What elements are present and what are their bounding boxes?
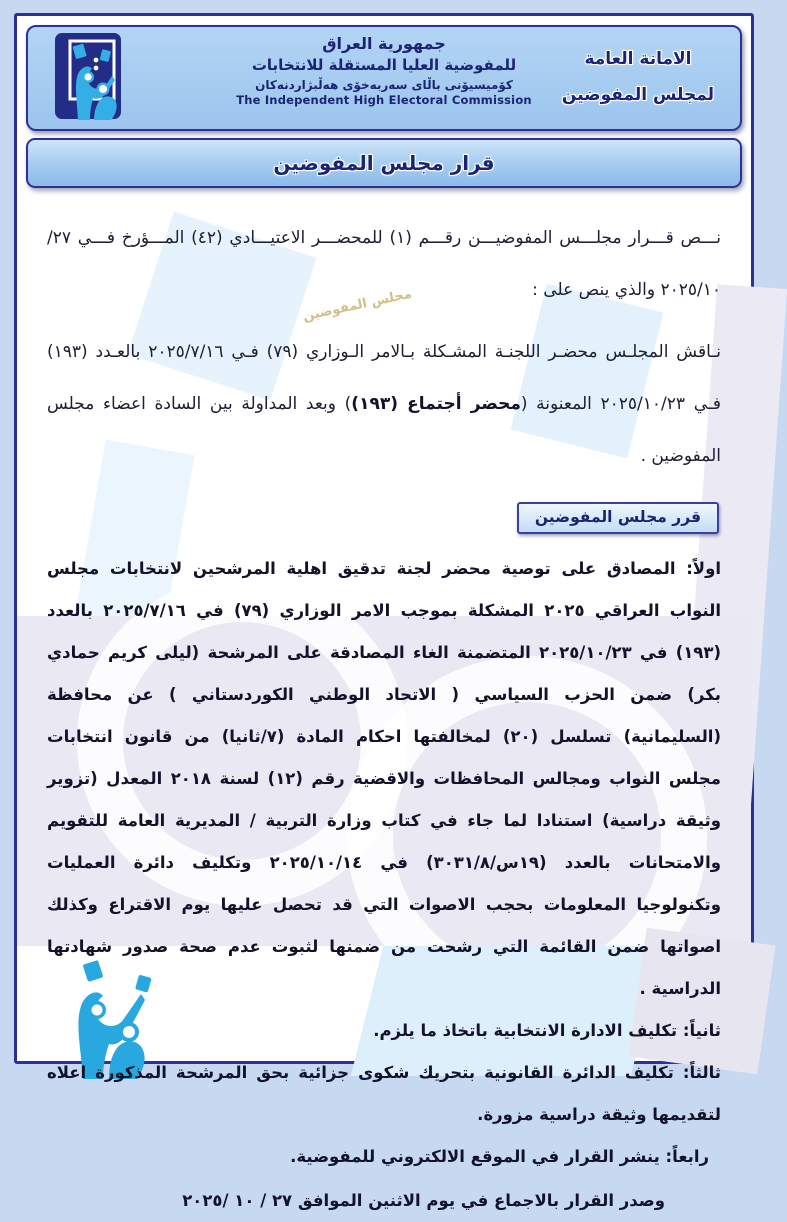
intro-paragraph-2 <box>47 326 721 482</box>
header-band <box>26 25 742 131</box>
clause-third: ثالثاً: تكليف الدائرة القانونية بتحريك شكوى جزائية بحق المرشحة المذكورة اعلاه لتقديمها وثيقة دراسية مزورة. <box>47 1063 721 1124</box>
gold-watermark-text: مجلس المفوضين <box>301 286 414 325</box>
page-title: قرار مجلس المفوضين <box>273 151 495 175</box>
commission-name-english: The Independent High Electoral Commission <box>236 93 532 108</box>
decision-badge-row <box>47 502 719 534</box>
intro-paragraph-2-end: ) وبعد المداولة بين السادة اعضاء مجلس المفوضين . <box>47 394 721 466</box>
country-name: جمهورية العراق <box>322 34 446 53</box>
clause-fourth: رابعاً: ينشر القرار في الموقع الالكتروني للمفوضية. <box>290 1147 709 1166</box>
clause-first: اولاً: المصادق على توصية محضر لجنة تدقيق اهلية المرشحين لانتخابات مجلس النواب العراقي ٢٠٢٥ المشكلة بموجب الامر الوزاري (٧٩) في ٢٠٢٥/٧/١٦ بالعدد (١٩٣) في ٢٠٢٥/١٠/٢٣ المتضمنة الغاء المصادقة على المرشحة (ليلى كريم حمادي بكر) ضمن الحزب السياسي ( الاتحاد الوطني الكوردستاني ) عن محافظة (السليمانية) تسلسل (٢٠) لمخالفتها احكام المادة (٧/ثانيا) من قانون انتخابات مجلس النواب ومجالس المحافظات والاقضية رقم (١٢) لسنة ٢٠١٨ المعدل (تزوير وثيقة دراسية) استنادا لما جاء في كتاب وزارة التربية / المديرية العامة للتقويم والامتحانات بالعدد (١٩س/٣٠٣١/٨) في ٢٠٢٥/١٠/١٤ وتكليف دائرة العمليات وتكنولوجيا المعلومات بحجب الاصوات التي قد تحصل عليها يوم الاقتراع وكذلك اصواتها ضمن القائمة التي رشحت من ضمنها لثبوت عدم صحة صدور شهادتها الدراسية . <box>47 559 722 998</box>
secretariat-line2: لمجلس المفوضين <box>561 85 714 105</box>
commission-name-kurdish: كۆميسيۆنی باڵای سەربەخۆی هەڵبژاردنەكان <box>255 77 513 92</box>
secretariat-line1: الامانة العامة <box>584 49 692 69</box>
clause-second: ثانياً: تكليف الادارة الانتخابية باتخاذ ما يلزم. <box>373 1021 721 1040</box>
meeting-record-ref: محضر أجتماع (١٩٣) <box>351 394 521 414</box>
closing-line: وصدر القرار بالاجماع في يوم الاثنين الموافق ٢٧ / ١٠ /٢٠٢٥ <box>182 1191 665 1210</box>
decision-body <box>17 188 751 1222</box>
decision-badge: قرر مجلس المفوضين <box>517 502 719 534</box>
document-page <box>14 13 754 1210</box>
title-bar <box>26 138 742 188</box>
intro-paragraph-2-start: نـاقش المجلـس محضـر اللجنـة المشـكلة بـالامر الـوزاري (٧٩) فـي ٢٠٢٥/٧/١٦ بالعـدد (١٩٣) فـي ٢٠٢٥/١٠/٢٣ المعنونة ( <box>47 342 721 414</box>
secretariat-block <box>562 41 714 113</box>
intro-paragraph-1: نـــص قـــرار مجلـــس المفوضيـــن رقـــم (١) للمحضـــر الاعتيـــادي (٤٢) المـــؤرخ فـــي ٢٧/ ٢٠٢٥/١٠ والذي ينص على : <box>47 228 721 300</box>
commission-name-arabic: للمفوضية العليا المستقلة للانتخابات <box>251 55 517 74</box>
